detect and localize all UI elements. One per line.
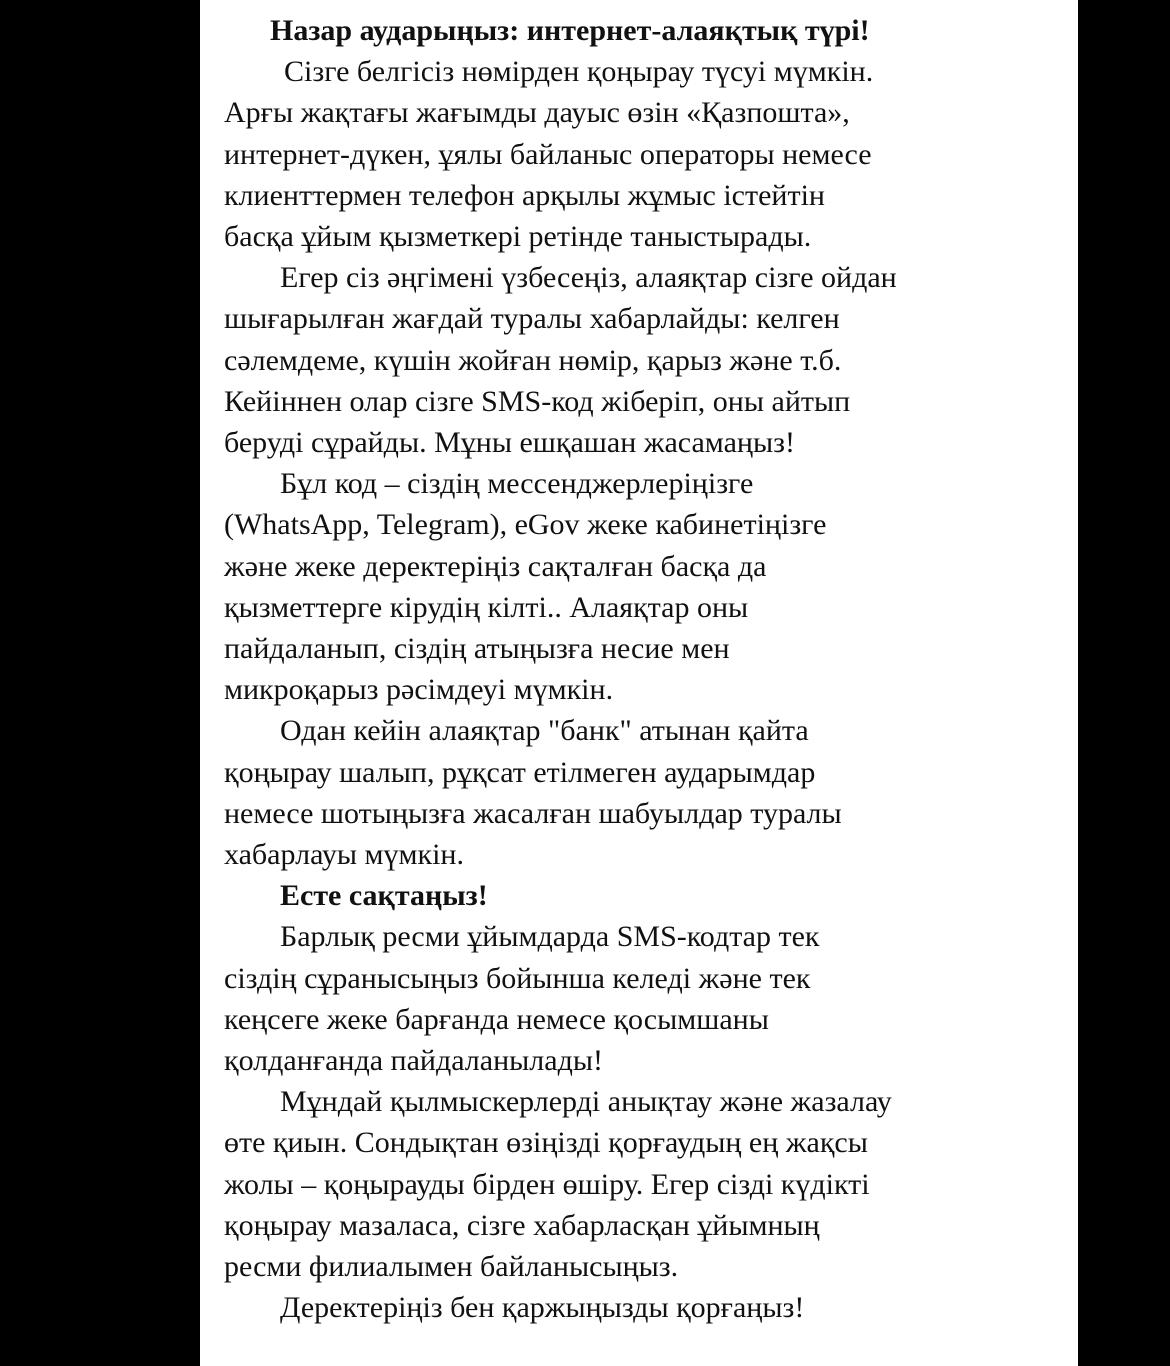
paragraph-2 [224,257,1078,463]
paragraph-line: Барлық ресми ұйымдарда SMS-кодтар тек [280,920,820,954]
paragraph-line: басқа ұйым қызметкері ретінде таныстырады. [224,220,812,254]
paragraph-3 [224,463,1078,710]
paragraph-line: Кейіннен олар сізге SMS-код жіберіп, оны айтып [224,384,851,418]
paragraph-line: Деректеріңіз бен қаржыңызды қорғаңыз! [280,1291,805,1325]
paragraph-line: қолданғанда пайдаланылады! [224,1044,603,1078]
paragraph-line: клиенттермен телефон арқылы жұмыс істейтін [224,178,825,212]
paragraph-line: және жеке деректеріңіз сақталған басқа да [224,549,767,583]
paragraph-line: өте қиын. Сондықтан өзіңізді қорғаудың ең жақсы [224,1126,868,1160]
subheading: Есте сақтаңыз! [280,879,488,913]
paragraph-line: Мұндай қылмыскерлерді анықтау және жазалау [280,1085,892,1119]
paragraph-line: Одан кейін алаяқтар "банк" атынан қайта [280,714,809,748]
paragraph-line: ресми филиалымен байланысыңыз. [224,1250,679,1284]
paragraph-line: Сізге белгісіз нөмірден қоңырау түсуі мүмкін. [284,55,874,89]
paragraph-line: Бұл код – сіздің мессенджерлеріңізге [280,467,754,501]
paragraph-7 [224,1287,1078,1328]
paragraph-line: шығарылған жағдай туралы хабарлайды: келген [224,302,840,336]
paragraph-line: Арғы жақтағы жағымды дауыс өзін «Қазпошта», [224,96,850,130]
paragraph-4 [224,710,1078,875]
paragraph-line: пайдаланып, сіздің атыңызға несие мен [224,632,730,666]
paragraph-5 [224,916,1078,1081]
document-page [200,0,1078,1366]
paragraph-line: немесе шотыңызға жасалған шабуылдар туралы [224,796,842,830]
paragraph-line: сіздің сұранысыңыз бойынша келеді және тек [224,961,811,995]
paragraph-line: кеңсеге жеке барғанда немесе қосымшаны [224,1002,769,1036]
paragraph-line: интернет-дүкен, ұялы байланыс операторы немесе [224,137,872,171]
paragraph-line: беруді сұрайды. Мұны ешқашан жасамаңыз! [224,426,795,460]
paragraph-line: қоңырау шалып, рұқсат етілмеген аударымдар [224,755,816,789]
paragraph-line: қызметтерге кірудің кілті.. Алаяқтар оны [224,590,749,624]
paragraph-line: хабарлауы мүмкін. [224,838,464,872]
paragraph-line: (WhatsApp, Telegram), eGov жеке кабинетіңізге [224,508,827,542]
paragraph-line: жолы – қоңырауды бірден өшіру. Егер сізді күдікті [224,1167,870,1201]
document-title: Назар аударыңыз: интернет-алаяқтық түрі! [270,14,870,47]
paragraph-line: сәлемдеме, күшін жойған нөмір, қарыз және т.б. [224,343,842,377]
paragraph-line: микроқарыз рәсімдеуі мүмкін. [224,673,614,707]
paragraph-6 [224,1081,1078,1287]
paragraph-line: қоңырау мазаласа, сізге хабарласқан ұйымның [224,1208,820,1242]
paragraph-line: Егер сіз әңгімені үзбесеңіз, алаяқтар сізге ойдан [280,261,897,295]
paragraph-1 [224,51,1078,257]
